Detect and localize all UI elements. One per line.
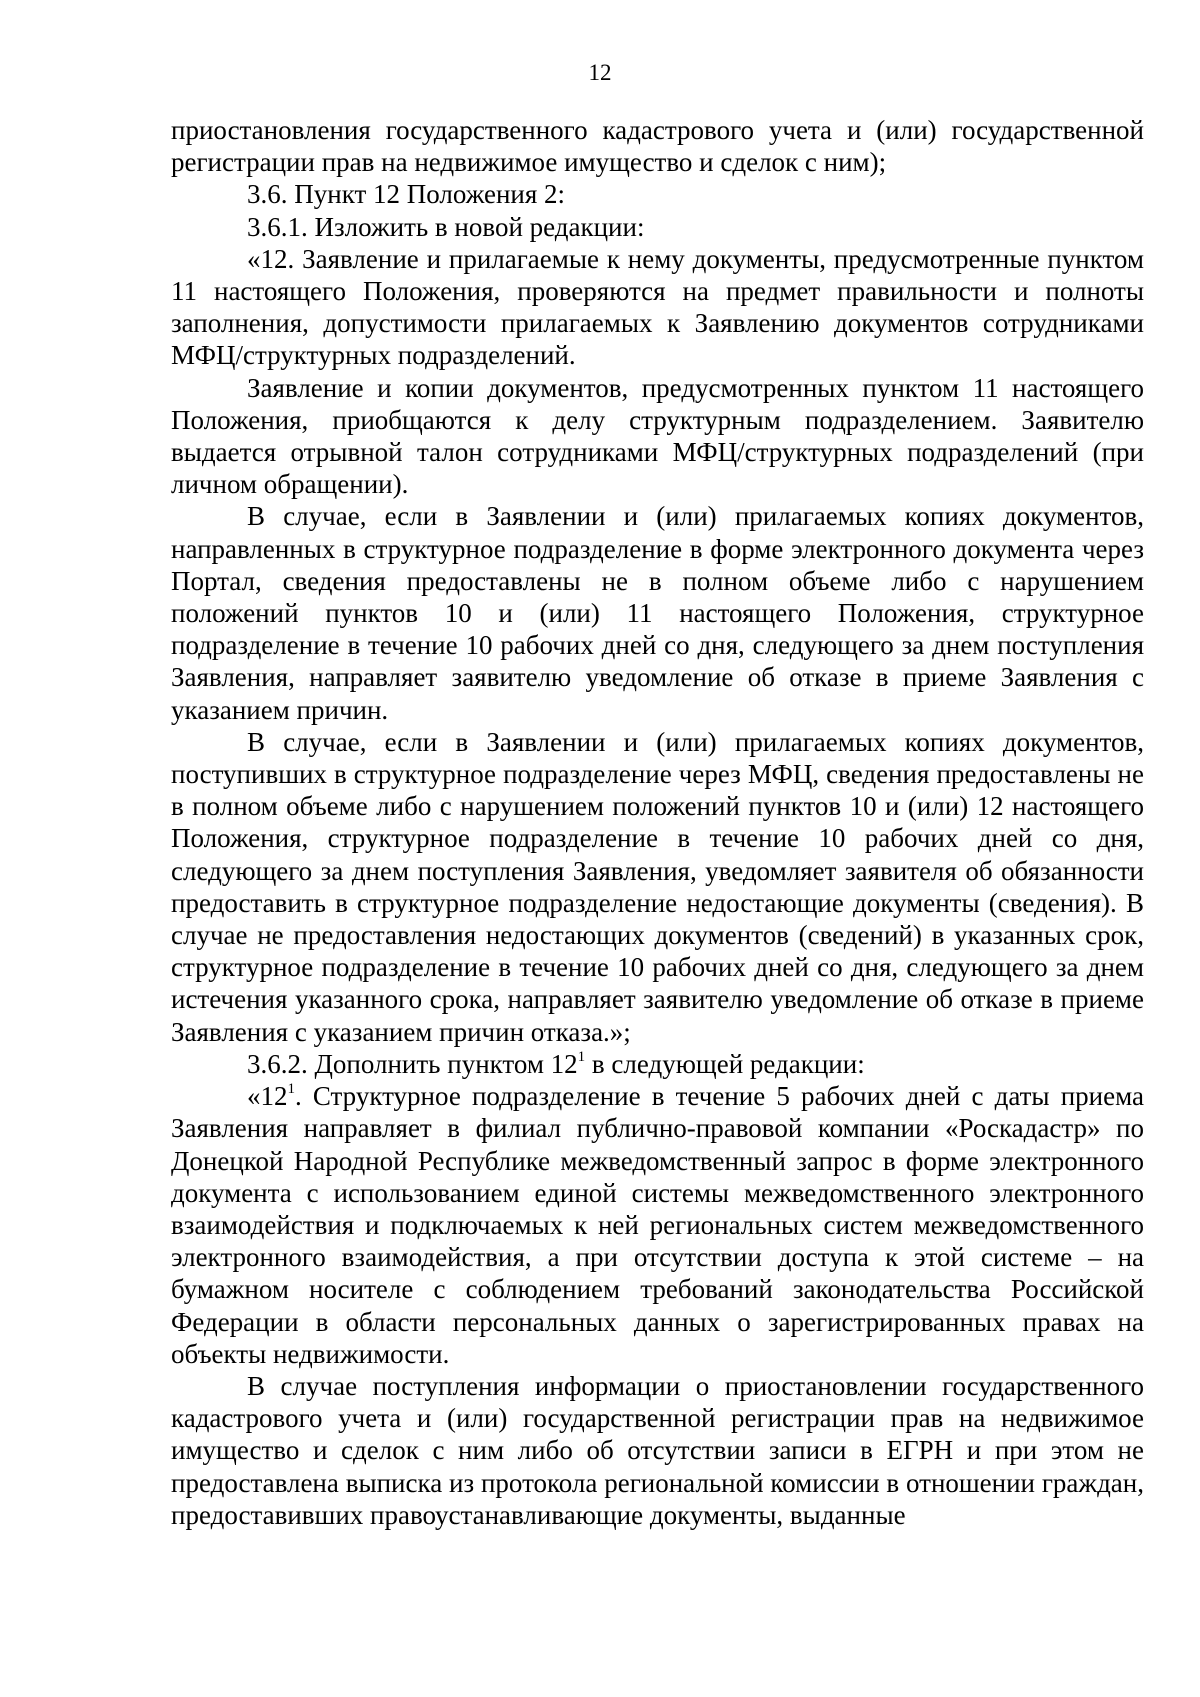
document-body xyxy=(171,114,1144,1531)
paragraph-continuation: приостановления государственного кадастрового учета и (или) государственной регистрации прав на недвижимое имущество и сделок с ним); xyxy=(171,115,1144,178)
item-3-6-2-text-start: 3.6.2. Дополнить пунктом 12 xyxy=(247,1048,578,1079)
paragraph-item-3-6-2 xyxy=(171,1048,1144,1080)
paragraph-clause-12: «12. Заявление и прилагаемые к нему документы, предусмотренные пунктом 11 настоящего Положения, проверяются на предмет правильности и полноты заполнения, допустимости прилагаемых к Заявлению документов сотрудниками МФЦ/структурных подразделений. xyxy=(171,243,1144,371)
paragraph-portal-case: В случае, если в Заявлении и (или) прилагаемых копиях документов, направленных в структурное подразделение в форме электронного документа через Портал, сведения предоставлены не в полном объеме либо с нарушением положений пунктов 10 и (или) 11 настоящего Положения, структурное подразделение в течение 10 рабочих дней со дня, следующего за днем поступления Заявления, направляет заявителю уведомление об отказе в приеме Заявления с указанием причин. xyxy=(171,501,1144,725)
paragraph-clause-12-1 xyxy=(171,1080,1144,1370)
paragraph-item-3-6-1: 3.6.1. Изложить в новой редакции: xyxy=(247,211,645,242)
superscript-index: 1 xyxy=(577,1048,586,1065)
superscript-index: 1 xyxy=(287,1081,295,1098)
page-number: 12 xyxy=(588,60,612,85)
item-3-6-2-text-end: в следующей редакции: xyxy=(585,1048,865,1079)
clause-12-1-text-start: «12 xyxy=(247,1081,288,1112)
clause-12-1-text-end: . Структурное подразделение в течение 5 рабочих дней с даты приема Заявления направляет в филиал публично-правовой компании «Роскадастр» по Донецкой Народной Республике межведомственный запрос в форме электронного документа с использованием единой системы межведомственного электронного взаимодействия и подключаемых к ней региональных систем межведомственного электронного взаимодействия, а при отсутствии доступа к этой системе – на бумажном носителе с соблюдением требований законодательства Российской Федерации в области персональных данных о зарегистрированных правах на объекты недвижимости. xyxy=(171,1081,1144,1369)
paragraph-mfc-case: В случае, если в Заявлении и (или) прилагаемых копиях документов, поступивших в структурное подразделение через МФЦ, сведения предоставлены не в полном объеме либо с нарушением положений пунктов 10 и (или) 12 настоящего Положения, структурное подразделение в течение 10 рабочих дней со дня, следующего за днем поступления Заявления, уведомляет заявителя об обязанности предоставить в структурное подразделение недостающие документы (сведения). В случае не предоставления недостающих документов (сведений) в указанных срок, структурное подразделение в течение 10 рабочих дней со дня, следующего за днем истечения указанного срока, направляет заявителю уведомление об отказе в приеме Заявления с указанием причин отказа.»; xyxy=(171,726,1144,1047)
paragraph-suspension-case: В случае поступления информации о приостановлении государственного кадастрового учета и (или) государственной регистрации прав на недвижимое имущество и сделок с ним либо об отсутствии записи в ЕГРН и при этом не предоставлена выписка из протокола региональной комиссии в отношении граждан, предоставивших правоустанавливающие документы, выданные xyxy=(171,1370,1144,1530)
paragraph-item-3-6: 3.6. Пункт 12 Положения 2: xyxy=(247,179,566,210)
paragraph-application-copies: Заявление и копии документов, предусмотренных пунктом 11 настоящего Положения, приобщаются к делу структурным подразделением. Заявителю выдается отрывной талон сотрудниками МФЦ/структурных подразделений (при личном обращении). xyxy=(171,372,1144,500)
